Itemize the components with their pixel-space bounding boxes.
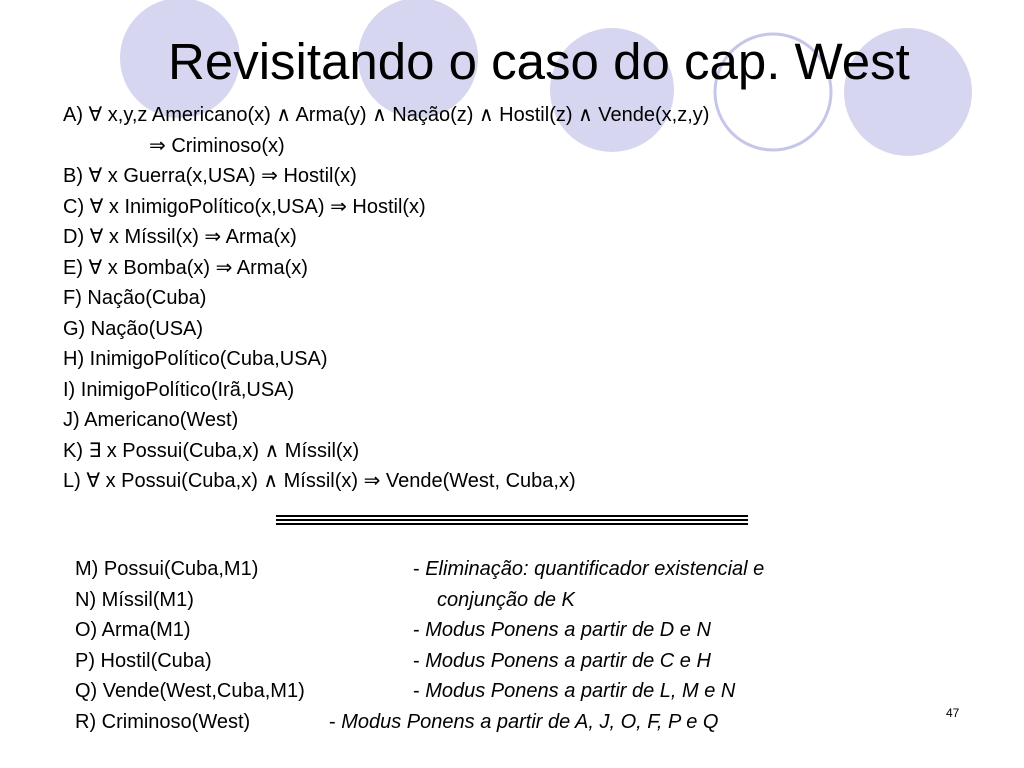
slide-title: Revisitando o caso do cap. West (168, 33, 910, 90)
rule-j: J) Americano(West) (63, 409, 239, 431)
deduction-justification (437, 585, 575, 616)
rule-k: K) ∃ x Possui(Cuba,x) ∧ Míssil(x) (63, 439, 360, 462)
justification-prefix: - (413, 680, 426, 702)
rule-g: G) Nação(USA) (63, 317, 204, 340)
deduction-justification (329, 707, 718, 738)
page-number: 47 (946, 706, 960, 720)
justification-text: Modus Ponens a partir de D e N (425, 619, 711, 641)
justification-prefix: - (413, 619, 426, 641)
justification-text: conjunção de K (437, 588, 575, 611)
justification-prefix: - (413, 649, 426, 672)
rule-a-conclusion: ⇒ Criminoso(x) (149, 134, 285, 157)
deduction-justification (413, 676, 735, 707)
rule-l: L) ∀ x Possui(Cuba,x) ∧ Míssil(x) ⇒ Vende(West, Cuba,x) (63, 470, 576, 492)
justification-text: Modus Ponens a partir de L, M e N (425, 680, 736, 702)
rule-a: A) ∀ x,y,z Americano(x) ∧ Arma(y) ∧ Nação(z) ∧ Hostil(z) ∧ Vende(x,z,y) (63, 104, 710, 126)
deduction-justification (413, 615, 711, 646)
deduction-fact: M) Possui(Cuba,M1) (75, 558, 259, 580)
justification-prefix: - (329, 710, 342, 733)
rule-c: C) ∀ x InimigoPolítico(x,USA) ⇒ Hostil(x) (63, 195, 426, 218)
rule-i: I) InimigoPolítico(Irã,USA) (63, 378, 295, 401)
justification-text: Modus Ponens a partir de A, J, O, F, P e Q (341, 710, 719, 733)
section-divider (276, 515, 748, 527)
justification-text: Eliminação: quantificador existencial e (425, 558, 765, 580)
deduction-fact: N) Míssil(M1) (75, 588, 194, 611)
deduction-fact: Q) Vende(West,Cuba,M1) (75, 680, 305, 702)
deduction-fact: P) Hostil(Cuba) (75, 649, 212, 672)
justification-prefix: - (413, 558, 426, 580)
deduction-justification (413, 554, 764, 585)
rule-h: H) InimigoPolítico(Cuba,USA) (63, 348, 328, 370)
rule-f: F) Nação(Cuba) (63, 287, 207, 309)
deduction-fact: R) Criminoso(West) (75, 710, 251, 733)
deduction-justification (413, 646, 711, 677)
rule-a-continuation (63, 131, 709, 162)
rules-list (63, 100, 709, 497)
deduction-fact: O) Arma(M1) (75, 619, 191, 641)
rule-b: B) ∀ x Guerra(x,USA) ⇒ Hostil(x) (63, 165, 357, 187)
rule-e: E) ∀ x Bomba(x) ⇒ Arma(x) (63, 256, 308, 279)
justification-text: Modus Ponens a partir de C e H (425, 649, 711, 672)
rule-d: D) ∀ x Míssil(x) ⇒ Arma(x) (63, 226, 297, 248)
